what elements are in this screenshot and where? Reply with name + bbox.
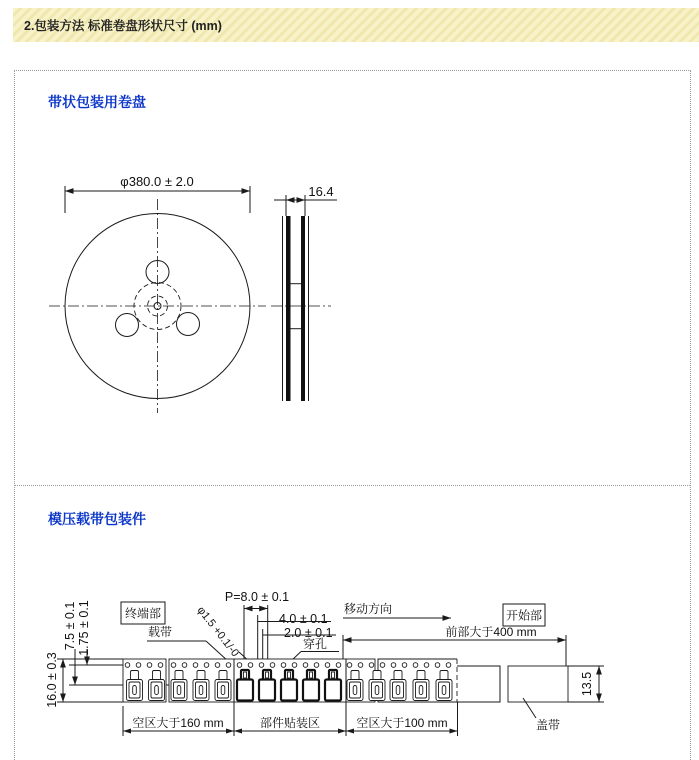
hole-diameter-dim: φ1.5 +0.1/-0: [194, 604, 242, 660]
page-title: 2.包装方法 标准卷盘形状尺寸 (mm): [24, 19, 222, 33]
section-header-bar: [13, 8, 699, 42]
reel-diameter-dim: φ380.0 ± 2.0: [120, 174, 194, 189]
reel-side-view: [271, 184, 337, 401]
sprocket-hole-label: 穿孔: [302, 637, 328, 651]
reel-front-view: [49, 174, 266, 413]
cover-tape-label: 盖带: [535, 718, 561, 732]
edge-to-hole-dim: 1.75 ± 0.1: [77, 600, 91, 656]
start-part-label: 开始部: [505, 608, 543, 623]
feed-direction-label: 移动方向: [343, 602, 393, 616]
reel-width-dim: 16.4: [308, 184, 334, 199]
tape-drawing: [39, 586, 641, 756]
end-part-label: 终端部: [124, 606, 162, 621]
section-divider: [15, 485, 690, 486]
trailer-zone-dim: 空区大于160 mm: [132, 716, 224, 730]
cover-height-dim: 13.5: [580, 671, 594, 697]
pitch-dim: P=8.0 ± 0.1: [224, 590, 290, 604]
carrier-tape-label: 载带: [147, 625, 173, 639]
reel-section-title: 带状包装用卷盘: [48, 94, 146, 110]
center-offset-dim: 7.5 ± 0.1: [63, 601, 77, 651]
leader-length-dim: 前部大于400 mm: [445, 625, 537, 639]
mount-zone-label: 部件贴装区: [259, 716, 321, 730]
content-panel: [14, 70, 691, 760]
hole-offset-dim: 2.0 ± 0.1: [284, 626, 333, 640]
tape-width-dim: 16.0 ± 0.3: [45, 652, 59, 708]
tape-section-title: 模压载带包装件: [48, 511, 146, 527]
hole-pitch-dim: 4.0 ± 0.1: [279, 612, 328, 626]
reel-drawing: [41, 171, 381, 431]
leader-zone-dim: 空区大于100 mm: [356, 716, 448, 730]
